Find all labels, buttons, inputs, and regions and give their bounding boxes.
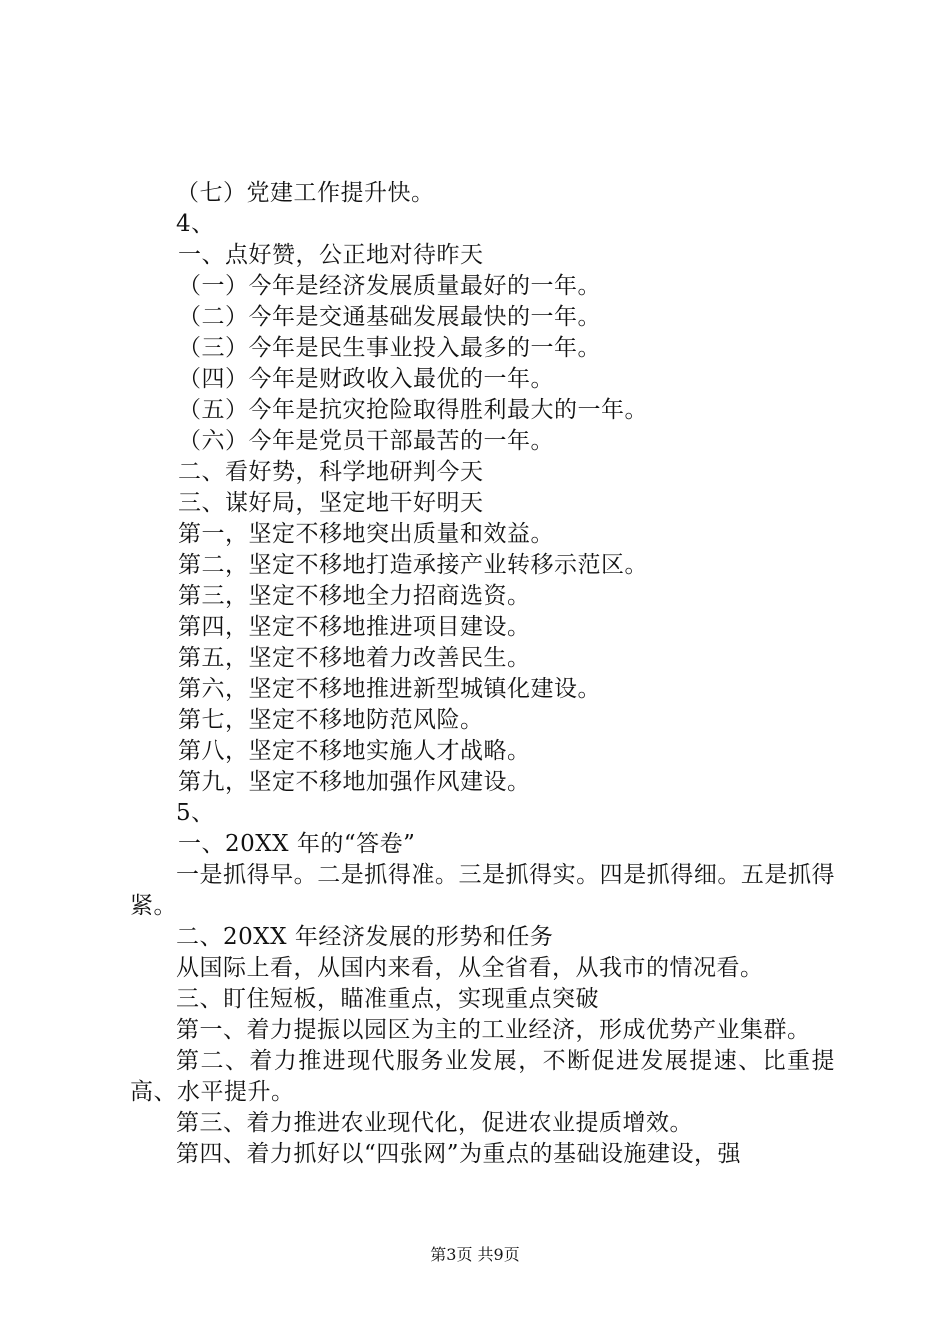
- text-line: 第三，坚定不移地全力招商选资。: [178, 583, 531, 609]
- text-line: （三）今年是民生事业投入最多的一年。: [178, 335, 601, 361]
- text-line: 第四，坚定不移地推进项目建设。: [178, 614, 531, 640]
- heading-line: 一、点好赞，公正地对待昨天: [178, 242, 484, 268]
- text-line: （一）今年是经济发展质量最好的一年。: [178, 273, 601, 299]
- text-line: 第九，坚定不移地加强作风建设。: [178, 769, 531, 795]
- paragraph: 第二、着力推进现代服务业发展，不断促进发展提速、比重提高、水平提升。: [130, 1048, 835, 1105]
- text-line: 第七，坚定不移地防范风险。: [178, 707, 484, 733]
- text-line: 第八，坚定不移地实施人才战略。: [178, 738, 531, 764]
- section-number: 5、: [176, 800, 215, 826]
- heading-line: 三、谋好局，坚定地干好明天: [178, 490, 484, 516]
- text-line: （六）今年是党员干部最苦的一年。: [178, 428, 554, 454]
- text-line: 从国际上看，从国内来看，从全省看，从我市的情况看。: [176, 955, 764, 981]
- text-line: 第五，坚定不移地着力改善民生。: [178, 645, 531, 671]
- heading-line: 二、20XX 年经济发展的形势和任务: [176, 924, 554, 950]
- text-line: （五）今年是抗灾抢险取得胜利最大的一年。: [178, 397, 648, 423]
- text-line: 第六，坚定不移地推进新型城镇化建设。: [178, 676, 601, 702]
- text-line: 第三、着力推进农业现代化，促进农业提质增效。: [176, 1110, 693, 1136]
- paragraph: 一是抓得早。二是抓得准。三是抓得实。四是抓得细。五是抓得紧。: [130, 862, 835, 919]
- paragraph: 第一、着力提振以园区为主的工业经济，形成优势产业集群。: [176, 1017, 811, 1043]
- heading-line: 一、20XX 年的“答卷”: [178, 831, 416, 857]
- heading-line: 二、看好势，科学地研判今天: [178, 459, 484, 485]
- section-number: 4、: [176, 211, 215, 237]
- text-line: （四）今年是财政收入最优的一年。: [178, 366, 554, 392]
- paragraph: 第四、着力抓好以“四张网”为重点的基础设施建设，强: [176, 1141, 742, 1167]
- page-footer: 第3页 共9页: [430, 1245, 520, 1264]
- document-body: [130, 178, 835, 1170]
- text-line: （二）今年是交通基础发展最快的一年。: [178, 304, 601, 330]
- text-line: 第一，坚定不移地突出质量和效益。: [178, 521, 554, 547]
- text-line: 第二，坚定不移地打造承接产业转移示范区。: [178, 552, 648, 578]
- heading-line: 三、盯住短板，瞄准重点，实现重点突破: [176, 986, 599, 1012]
- text-line: （七）党建工作提升快。: [176, 180, 435, 206]
